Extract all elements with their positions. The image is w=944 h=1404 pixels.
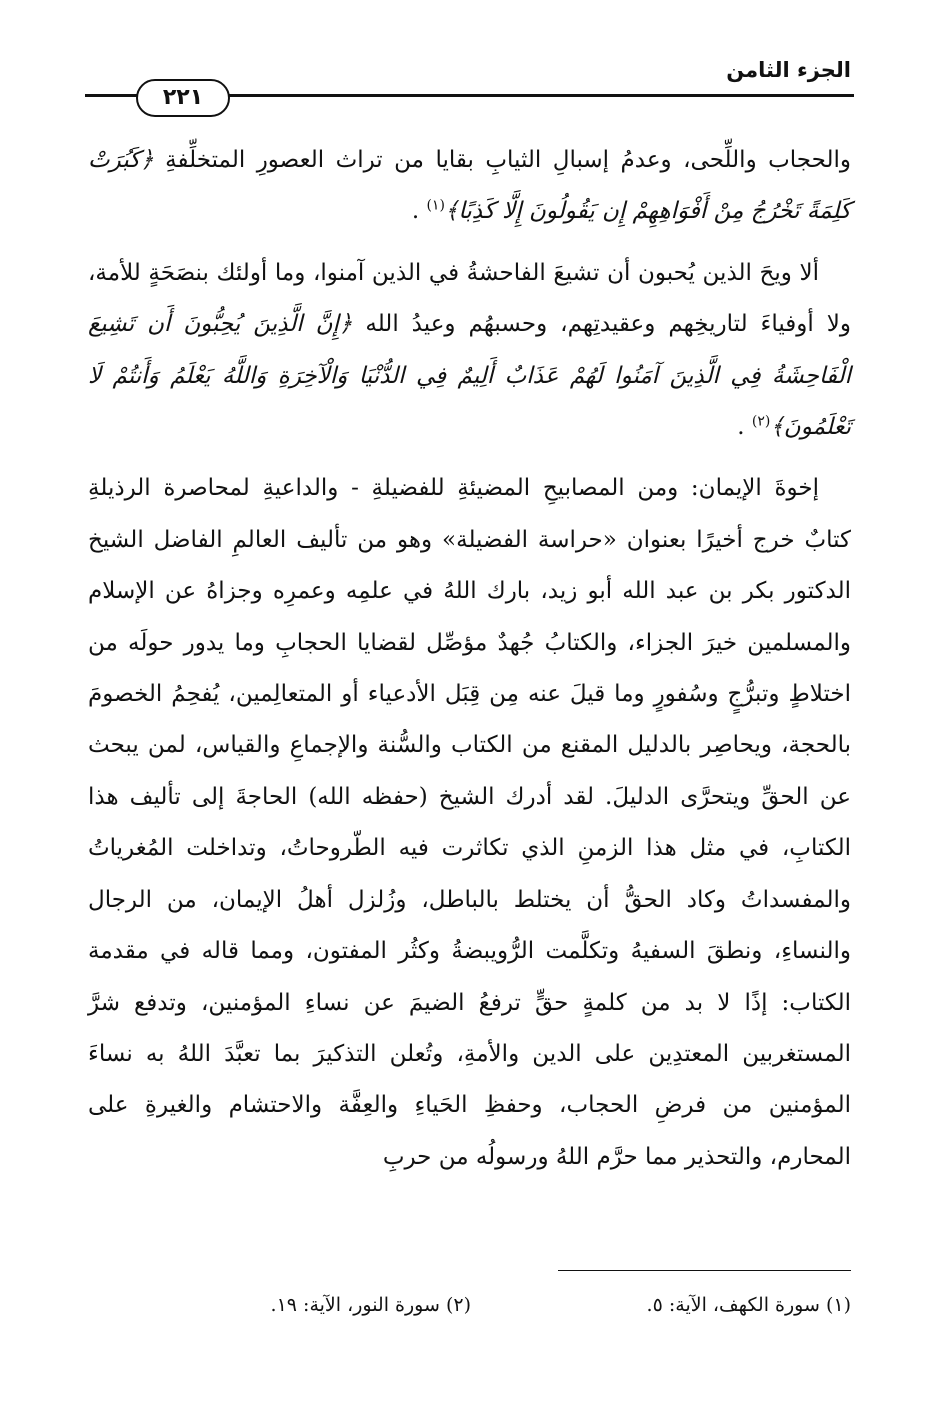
paragraph-text: ألا ويحَ الذين يُحبون أن تشيعَ الفاحشةُ في الذين آمنوا، وما أولئك بنصَحَةٍ للأمة، ولا أوفياءَ لتاريخِهم وعقيدتِهم، وحسبهُم وعيدُ الله bbox=[88, 259, 852, 338]
page-number: ٢٢١ bbox=[136, 79, 230, 117]
quran-verse: ﴿إِنَّ الَّذِينَ يُحِبُّونَ أَن تَشِيعَ الْفَاحِشَةُ فِي الَّذِينَ آمَنُوا لَهُمْ عَذَابٌ أَلِيمٌ فِي الدُّنْيَا وَالْآخِرَةِ وَاللَّهُ يَعْلَمُ وَأَنتُمْ لَا تَعْلَمُونَ﴾ bbox=[88, 311, 851, 441]
quran-verse: ﴿كَبُرَتْ كَلِمَةً تَخْرُجُ مِنْ أَفْوَاهِهِمْ إِن يَقُولُونَ إِلَّا كَذِبًا﴾ bbox=[88, 147, 851, 225]
paragraph-2 bbox=[88, 248, 851, 454]
footnote-separator bbox=[558, 1270, 851, 1271]
main-text bbox=[88, 135, 851, 1183]
paragraph-text: إخوةَ الإيمان: ومن المصابيحِ المضيئةِ للفضيلةِ - والداعيةِ لمحاصرة الرذيلةِ كتابٌ خرج أخيرًا بعنوان «حراسة الفضيلة» وهو من تأليف العالمِ الفاضل الشيخ الدكتور بكر بن عبد الله أبو زيد، بارك اللهُ في علمِه وعمرِه وجزاهُ عن الإسلام والمسلمين خيرَ الجزاء، والكتابُ جُهدٌ مؤصِّل لقضايا الحجابِ وما يدور حولَه من اختلاطٍ وتبرُّجٍ وسُفورٍ وما قيلَ عنه مِن قِبَل الأدعياء أو المتعالِمين، يُفحِمُ الخصومَ بالحجة، ويحاصِر بالدليل المقنع من الكتاب والسُّنة والإجماعِ والقياس، لمن يبحث عن الحقِّ ويتحرَّى الدليلَ. لقد أدرك الشيخ (حفظه الله) الحاجةَ إلى تأليف هذا الكتابِ، في مثل هذا الزمنِ الذي تكاثرت فيه الطّروحاتُ، وتداخلت المُغرياتُ والمفسداتُ وكاد الحقُّ أن يختلط بالباطل، وزُلزل أهلُ الإيمان، من الرجال والنساءِ، ونطقَ السفيهُ وتكلَّمت الرُّويبضةُ وكثُر المفتون، ومما قاله في مقدمة الكتاب: إذًا لا بد من كلمةٍ حقٍّ ترفعُ الضيمَ عن نساءِ المؤمنين، وتدفع شرَّ المستغربين المعتدِين على الدين والأمةِ، وتُعلن التذكيرَ بما تعبَّدَ اللهُ به نساءَ المؤمنين من فرضِ الحجاب، وحفظِ الحَياءِ والعِفَّة والاحتشام والغيرةِ على المحارم، والتحذير مما حرَّم اللهُ ورسولُه من حربِ bbox=[88, 475, 851, 1170]
paragraph-text: والحجاب واللِّحى، وعدمُ إسبالِ الثيابِ بقايا من تراث العصورِ المتخلِّفةِ bbox=[153, 147, 851, 173]
paragraph-3 bbox=[88, 463, 851, 1183]
footnote-1: (١) سورة الكهف، الآية: ٥. bbox=[646, 1294, 851, 1316]
footnote-2: (٢) سورة النور، الآية: ١٩. bbox=[270, 1294, 471, 1316]
running-title: الجزء الثامن bbox=[726, 58, 851, 82]
paragraph-1 bbox=[88, 135, 851, 238]
footnote-ref: (١) bbox=[426, 197, 445, 214]
footnote-ref: (٢) bbox=[751, 413, 771, 430]
sentence-end: . bbox=[737, 414, 745, 441]
sentence-end: . bbox=[411, 198, 420, 225]
